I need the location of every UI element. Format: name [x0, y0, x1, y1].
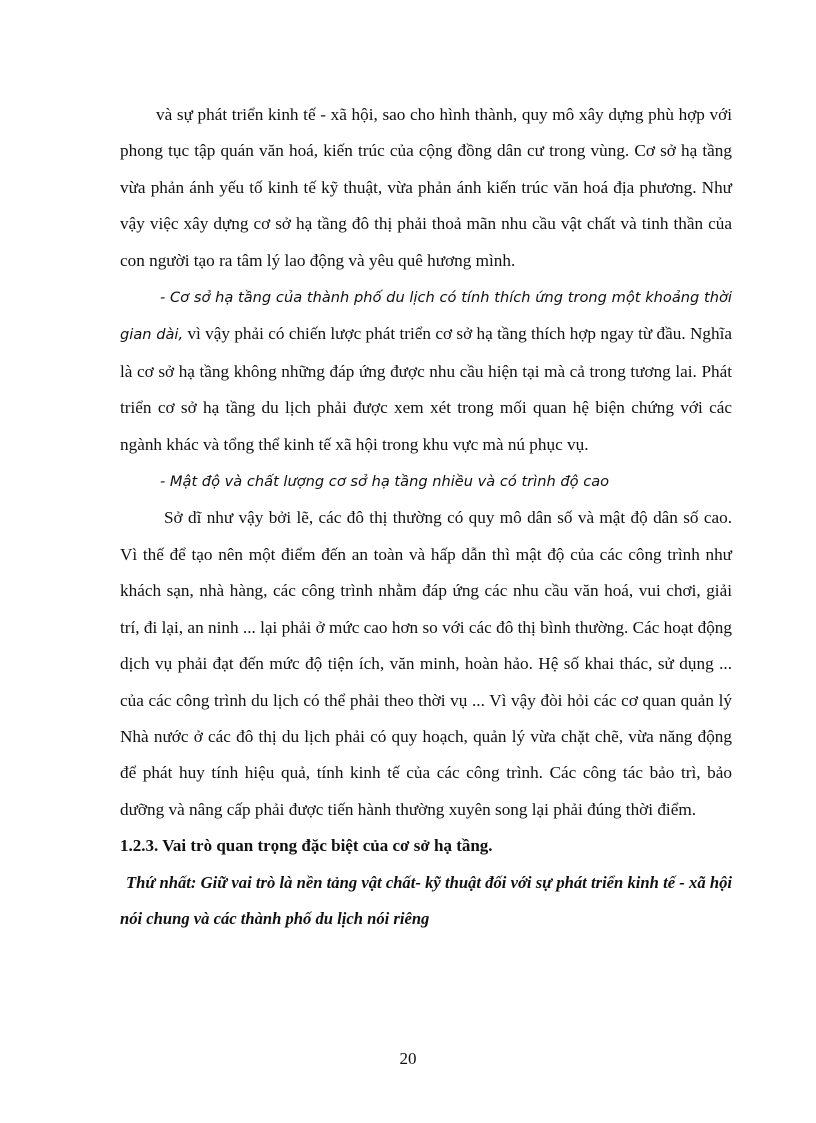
paragraph-adaptability-body: vì vậy phải có chiến lược phát triển cơ sở hạ tầng thích hợp ngay từ đầu. Nghĩa là cơ sở hạ tầng không những đáp ứng được nhu cầu hiện tại mà cả trong tương lai. Phát triển cơ sở hạ tầng du lịch phải được xem xét trong mối quan hệ biện chứng với các ngành khác và tổng thể kinh tế xã hội trong khu vực mà nú phục vụ. [120, 324, 732, 454]
paragraph-density-quality [120, 463, 732, 500]
page-number: 20 [399, 1049, 417, 1068]
paragraph-infrastructure-culture: và sự phát triển kinh tế - xã hội, sao cho hình thành, quy mô xây dựng phù hợp với phong tục tập quán văn hoá, kiến trúc của cộng đồng dân cư trong vùng. Cơ sở hạ tầng vừa phản ánh yếu tố kinh tế kỹ thuật, vừa phản ánh kiến trúc văn hoá địa phương. Như vậy việc xây dựng cơ sở hạ tầng đô thị phải thoả mãn nhu cầu vật chất và tinh thần của con người tạo ra tâm lý lao động và yêu quê hương mình. [120, 105, 732, 270]
section-heading: 1.2.3. Vai trò quan trọng đặc biệt của cơ sở hạ tầng. [120, 836, 493, 856]
subsection-heading: Thứ nhất: Giữ vai trò là nền tảng vật chất- kỹ thuật đối với sự phát triển kinh tế - xã hội nói chung và các thành phố du lịch nói riêng [120, 872, 732, 928]
italic-lead-density: - Mật độ và chất lượng cơ sở hạ tầng nhiều và có trình độ cao [160, 473, 610, 491]
paragraph-density-explanation: Sở dĩ như vậy bởi lẽ, các đô thị thường có quy mô dân số và mật độ dân số cao. Vì thế để tạo nên một điểm đến an toàn và hấp dẫn thì mật độ của các công trình như khách sạn, nhà hàng, các công trình nhằm đáp ứng các nhu cầu văn hoá, vui chơi, giải trí, đi lại, an ninh ... lại phải ở mức cao hơn so với các đô thị bình thường. Các hoạt động dịch vụ phải đạt đến mức độ tiện ích, văn minh, hoàn hảo. Hệ số khai thác, sử dụng ... của các công trình du lịch có thể phải theo thời vụ ... Vì vậy đòi hỏi các cơ quan quản lý Nhà nước ở các đô thị du lịch phải có quy hoạch, quản lý vừa chặt chẽ, vừa năng động để phát huy tính hiệu quả, tính kinh tế của các công trình. Các công tác bảo trì, bảo dưỡng và nâng cấp phải được tiến hành thường xuyên song lại phải đúng thời điểm. [120, 508, 732, 819]
body-text [120, 97, 732, 937]
paragraph-long-term-adaptability [120, 279, 732, 463]
italic-lead-adaptability: - Cơ sở hạ tầng của thành phố du lịch có tính thích ứng trong một khoảng thời gian dài, [120, 289, 732, 344]
